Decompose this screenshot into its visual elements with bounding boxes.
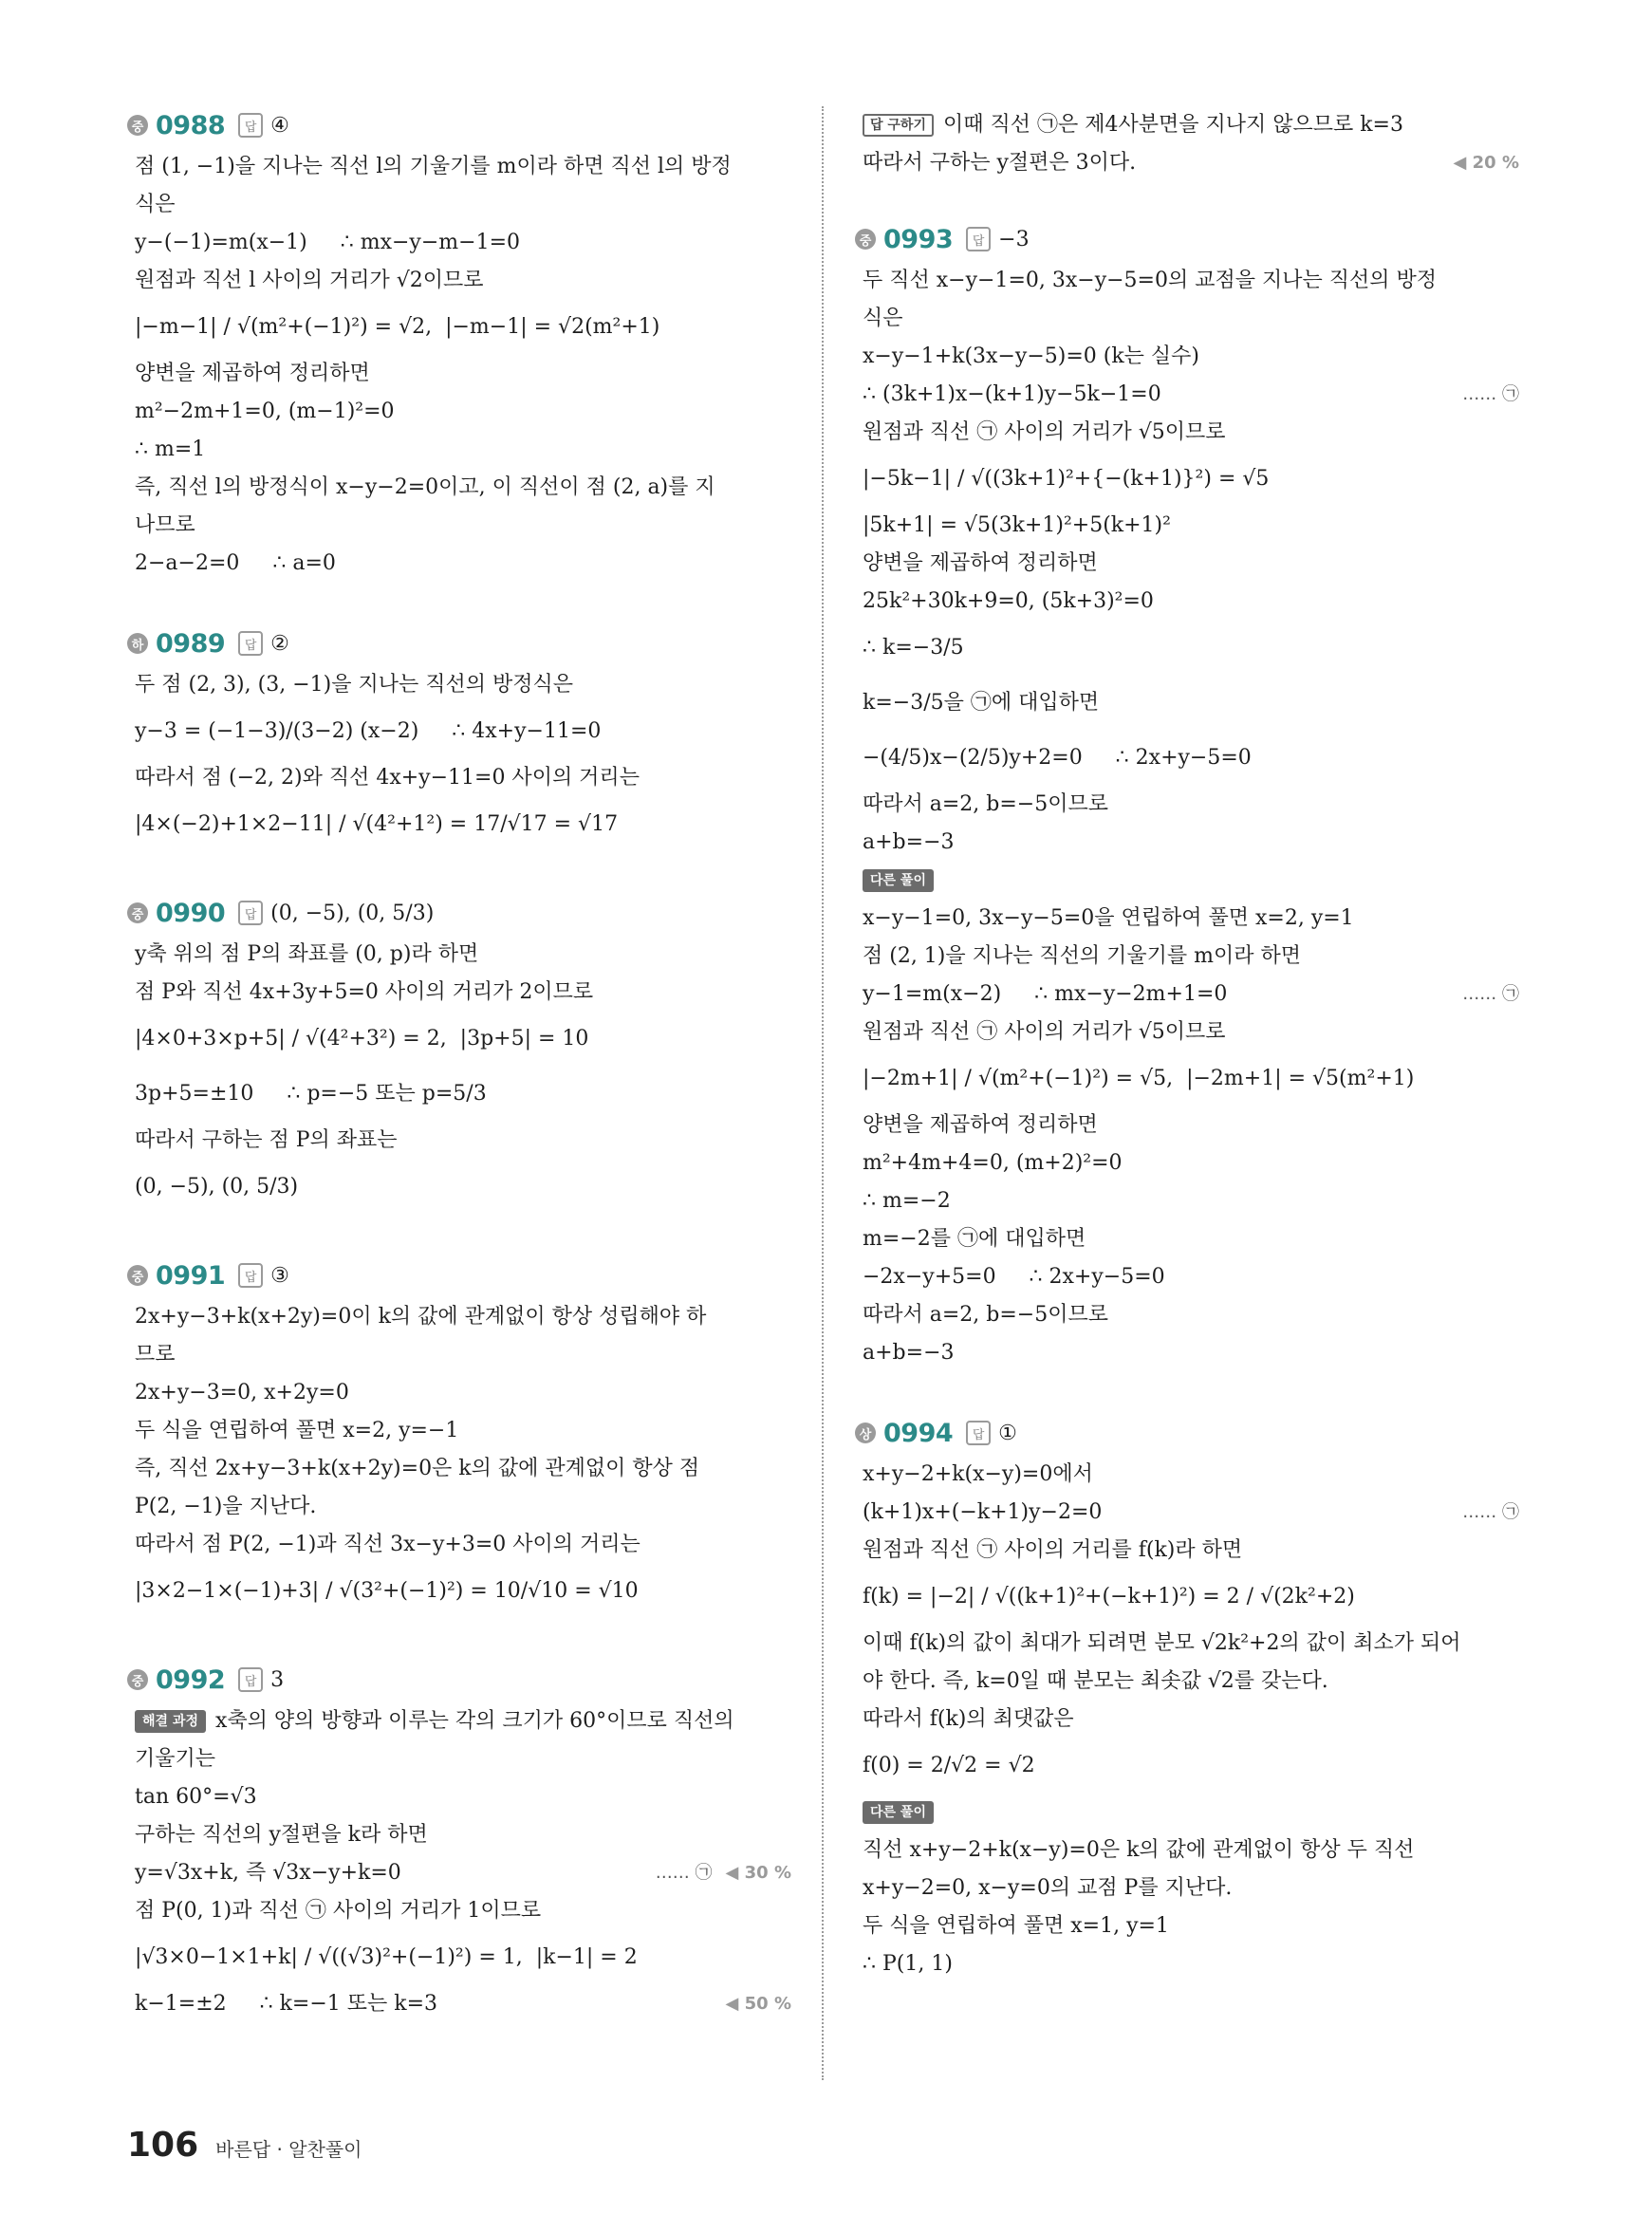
solution-line: ∴ P(1, 1) — [863, 1952, 953, 1976]
problem-number: 0991 — [156, 1260, 226, 1291]
difficulty-badge: 중 — [127, 1265, 148, 1286]
solution-line: 이때 f(k)의 값이 최대가 되려면 분모 √2k²+2의 값이 최소가 되어 — [863, 1631, 1461, 1655]
problem-header — [127, 1661, 791, 1699]
score-percentage: ◀ 30 % — [725, 1863, 791, 1883]
answer-value: ③ — [270, 1263, 289, 1288]
answer-value: ④ — [270, 113, 289, 138]
solution-line: 따라서 a=2, b=−5이므로 — [863, 792, 1108, 816]
solution-line: |√3×0−1×1+k| / √((√3)²+(−1)²) = 1, |k−1| = 2 — [135, 1945, 638, 1969]
solution-line: 해결 과정 x축의 양의 방향과 이루는 각의 크기가 60°이므로 직선의 — [127, 1702, 791, 1740]
problem-header — [127, 894, 791, 932]
book-title: 바른답 · 알찬풀이 — [215, 2138, 362, 2161]
solution-line: y−(−1)=m(x−1) ∴ mx−y−m−1=0 — [135, 231, 521, 254]
solution-line: |−2m+1| / √(m²+(−1)²) = √5, |−2m+1| = √5(m²+1) — [863, 1067, 1415, 1090]
column-divider — [822, 106, 824, 2080]
answer-label-icon: 답 — [238, 113, 263, 138]
problem-0988 — [127, 106, 791, 583]
solution-line: 두 식을 연립하여 풀면 x=2, y=−1 — [135, 1419, 459, 1442]
solution-line: 양변을 제곱하여 정리하면 — [135, 362, 370, 385]
solution-line: 식은 — [135, 193, 176, 216]
solution-line: x+y−2=0, x−y=0의 교점 P를 지난다. — [863, 1876, 1233, 1900]
solution-line: f(k) = |−2| / √((k+1)²+(−k+1)²) = 2 / √(2k²+2) — [863, 1585, 1355, 1609]
solution-line: 2−a−2=0 ∴ a=0 — [135, 551, 336, 575]
answer-label-icon: 답 — [238, 631, 263, 656]
equation-reference-mark: …… ㉠ — [1462, 384, 1519, 404]
solution-line: 점 P와 직선 4x+3y+5=0 사이의 거리가 2이므로 — [135, 980, 594, 1004]
solution-line: m²−2m+1=0, (m−1)²=0 — [135, 400, 395, 423]
answer-value: −3 — [998, 227, 1030, 251]
problem-header — [127, 106, 791, 144]
score-percentage: ◀ 50 % — [725, 1994, 791, 2014]
solution-line: 따라서 구하는 점 P의 좌표는 — [135, 1128, 398, 1152]
score-marker — [726, 1985, 791, 2023]
solution-line: 므로 — [135, 1343, 176, 1367]
solution-line: ∴ m=1 — [135, 437, 206, 461]
problem-header — [855, 220, 1519, 258]
solution-line: a+b=−3 — [863, 1341, 955, 1365]
solution-line: 답 구하기 이때 직선 ㉠은 제4사분면을 지나지 않으므로 k=3 — [855, 106, 1519, 144]
solution-line: P(2, −1)을 지난다. — [135, 1495, 317, 1518]
solution-line: 원점과 직선 ㉠ 사이의 거리가 √5이므로 — [863, 1020, 1226, 1044]
solution-line: x−y−1=0, 3x−y−5=0을 연립하여 풀면 x=2, y=1 — [863, 906, 1354, 930]
problem-0992 — [127, 1661, 791, 2023]
problem-header — [127, 624, 791, 662]
difficulty-badge: 중 — [127, 115, 148, 136]
solution-line: y=√3x+k, 즉 √3x−y+k=0 …… ㉠ ◀ 30 % — [127, 1854, 791, 1892]
solution-line: 나므로 — [135, 513, 195, 537]
solution-line: 2x+y−3+k(x+2y)=0이 k의 값에 관계없이 항상 성립해야 하 — [135, 1305, 707, 1329]
solution-line: |4×(−2)+1×2−11| / √(4²+1²) = 17/√17 = √17 — [135, 812, 619, 836]
problem-header — [127, 1256, 791, 1294]
solution-line: y−1=m(x−2) ∴ mx−y−2m+1=0 …… ㉠ — [855, 976, 1519, 1014]
problem-number: 0988 — [156, 110, 226, 140]
answer-label-icon: 답 — [238, 901, 263, 925]
difficulty-badge: 중 — [855, 229, 876, 250]
solution-line: f(0) = 2/√2 = √2 — [863, 1754, 1035, 1777]
solution-line: k−1=±2 ∴ k=−1 또는 k=3 ◀ 50 % — [127, 1985, 791, 2023]
solution-line: 점 (2, 1)을 지나는 직선의 기울기를 m이라 하면 — [863, 944, 1301, 968]
solution-line: 야 한다. 즉, k=0일 때 분모는 최솟값 √2를 갖는다. — [863, 1669, 1328, 1693]
solution-line: y축 위의 점 P의 좌표를 (0, p)라 하면 — [135, 942, 479, 966]
solution-line: 원점과 직선 l 사이의 거리가 √2이므로 — [135, 269, 484, 292]
alternate-solution-tag: 다른 풀이 — [863, 1801, 934, 1824]
problem-0992-continued — [855, 106, 1519, 182]
solution-line: 양변을 제곱하여 정리하면 — [863, 1113, 1098, 1137]
solution-line: 따라서 f(k)의 최댓값은 — [863, 1707, 1074, 1731]
solution-line: 즉, 직선 2x+y−3+k(x+2y)=0은 k의 값에 관계없이 항상 점 — [135, 1457, 700, 1480]
problem-0994 — [855, 1414, 1519, 1983]
solution-line: |3×2−1×(−1)+3| / √(3²+(−1)²) = 10/√10 = √10 — [135, 1579, 639, 1603]
problem-0993 — [855, 220, 1519, 1372]
solution-line: |5k+1| = √5(3k+1)²+5(k+1)² — [863, 513, 1171, 537]
problem-0990 — [127, 894, 791, 1215]
equation-reference-mark: …… ㉠ ◀ 30 % — [656, 1854, 791, 1892]
solution-line: 원점과 직선 ㉠ 사이의 거리를 f(k)라 하면 — [863, 1538, 1243, 1562]
solution-line: 원점과 직선 ㉠ 사이의 거리가 √5이므로 — [863, 420, 1226, 444]
solution-line: 두 식을 연립하여 풀면 x=1, y=1 — [863, 1914, 1169, 1938]
left-column — [127, 106, 791, 2065]
problem-number: 0992 — [156, 1664, 226, 1695]
solution-line: k=−3/5을 ㉠에 대입하면 — [863, 691, 1100, 715]
answer-label-icon: 답 — [966, 1421, 991, 1445]
problem-0991 — [127, 1256, 791, 1619]
score-marker — [1454, 144, 1519, 182]
problem-number: 0989 — [156, 628, 226, 659]
score-percentage: ◀ 20 % — [1453, 153, 1519, 173]
page-number: 106 — [127, 2126, 199, 2165]
solution-line: 3p+5=±10 ∴ p=−5 또는 p=5/3 — [135, 1082, 487, 1106]
solution-line: ∴ (3k+1)x−(k+1)y−5k−1=0 …… ㉠ — [855, 376, 1519, 414]
difficulty-badge: 상 — [855, 1423, 876, 1443]
solution-line: a+b=−3 — [863, 830, 955, 854]
solution-process-tag: 해결 과정 — [135, 1710, 206, 1733]
equation-reference-mark: …… ㉠ — [1462, 1502, 1519, 1522]
solution-line: 따라서 점 P(2, −1)과 직선 3x−y+3=0 사이의 거리는 — [135, 1533, 640, 1556]
solution-line: 양변을 제곱하여 정리하면 — [863, 551, 1098, 575]
solution-line: 두 점 (2, 3), (3, −1)을 지나는 직선의 방정식은 — [135, 673, 573, 697]
difficulty-badge: 중 — [127, 1669, 148, 1690]
solution-line: 따라서 a=2, b=−5이므로 — [863, 1303, 1108, 1327]
solution-line: ∴ m=−2 — [863, 1189, 951, 1213]
solution-line: |−5k−1| / √((3k+1)²+{−(k+1)}²) = √5 — [863, 467, 1270, 491]
page-footer — [127, 2126, 362, 2165]
solution-line: 구하는 직선의 y절편을 k라 하면 — [135, 1823, 428, 1847]
solution-line: ∴ k=−3/5 — [863, 636, 964, 660]
alternate-solution-header — [855, 862, 1519, 900]
difficulty-badge: 하 — [127, 633, 148, 654]
solution-line: −2x−y+5=0 ∴ 2x+y−5=0 — [863, 1265, 1165, 1289]
solution-line: m²+4m+4=0, (m+2)²=0 — [863, 1151, 1123, 1175]
solution-line: y−3 = (−1−3)/(3−2) (x−2) ∴ 4x+y−11=0 — [135, 719, 602, 743]
equation-reference-mark: …… ㉠ — [1462, 984, 1519, 1004]
answer-value: 3 — [270, 1667, 285, 1692]
solution-line: 직선 x+y−2+k(x−y)=0은 k의 값에 관계없이 항상 두 직선 — [863, 1838, 1415, 1862]
solution-line: 25k²+30k+9=0, (5k+3)²=0 — [863, 589, 1154, 613]
answer-label-icon: 답 — [966, 227, 991, 251]
alternate-solution-tag: 다른 풀이 — [863, 869, 934, 892]
problem-number: 0993 — [883, 224, 954, 254]
problem-0989 — [127, 624, 791, 852]
solution-line: 기울기는 — [135, 1747, 216, 1771]
problem-number: 0990 — [156, 898, 226, 928]
solution-line: 식은 — [863, 307, 903, 330]
solution-line: |4×0+3×p+5| / √(4²+3²) = 2, |3p+5| = 10 — [135, 1027, 589, 1051]
solution-line: 2x+y−3=0, x+2y=0 — [135, 1381, 349, 1404]
solution-line: 즉, 직선 l의 방정식이 x−y−2=0이고, 이 직선이 점 (2, a)를 지 — [135, 475, 715, 499]
solution-line: 따라서 점 (−2, 2)와 직선 4x+y−11=0 사이의 거리는 — [135, 766, 640, 790]
problem-header — [855, 1414, 1519, 1452]
problem-number: 0994 — [883, 1418, 954, 1448]
solution-line: 점 (1, −1)을 지나는 직선 l의 기울기를 m이라 하면 직선 l의 방정 — [135, 155, 732, 178]
alternate-solution-header — [855, 1794, 1519, 1832]
difficulty-badge: 중 — [127, 902, 148, 923]
solution-line: x−y−1+k(3x−y−5)=0 (k는 실수) — [863, 344, 1199, 368]
answer-value: ① — [998, 1421, 1017, 1445]
solution-line: (0, −5), (0, 5/3) — [135, 1175, 299, 1199]
solution-line: −(4/5)x−(2/5)y+2=0 ∴ 2x+y−5=0 — [863, 746, 1252, 770]
solution-line: m=−2를 ㉠에 대입하면 — [863, 1227, 1086, 1251]
answer-value: (0, −5), (0, 5/3) — [270, 901, 435, 925]
answer-label-icon: 답 — [238, 1667, 263, 1692]
right-column — [855, 106, 1519, 2025]
solution-line: |−m−1| / √(m²+(−1)²) = √2, |−m−1| = √2(m²+1) — [135, 315, 660, 339]
solution-line: (k+1)x+(−k+1)y−2=0 …… ㉠ — [855, 1494, 1519, 1532]
solution-line: 두 직선 x−y−1=0, 3x−y−5=0의 교점을 지나는 직선의 방정 — [863, 269, 1437, 292]
answer-label-icon: 답 — [238, 1263, 263, 1288]
solution-line: x+y−2+k(x−y)=0에서 — [863, 1462, 1093, 1486]
solution-line: 따라서 구하는 y절편은 3이다. ◀ 20 % — [855, 144, 1519, 182]
solution-line: tan 60°=√3 — [135, 1785, 257, 1809]
answer-step-tag: 답 구하기 — [863, 114, 934, 137]
solution-line: 점 P(0, 1)과 직선 ㉠ 사이의 거리가 1이므로 — [135, 1899, 542, 1923]
answer-value: ② — [270, 631, 289, 656]
